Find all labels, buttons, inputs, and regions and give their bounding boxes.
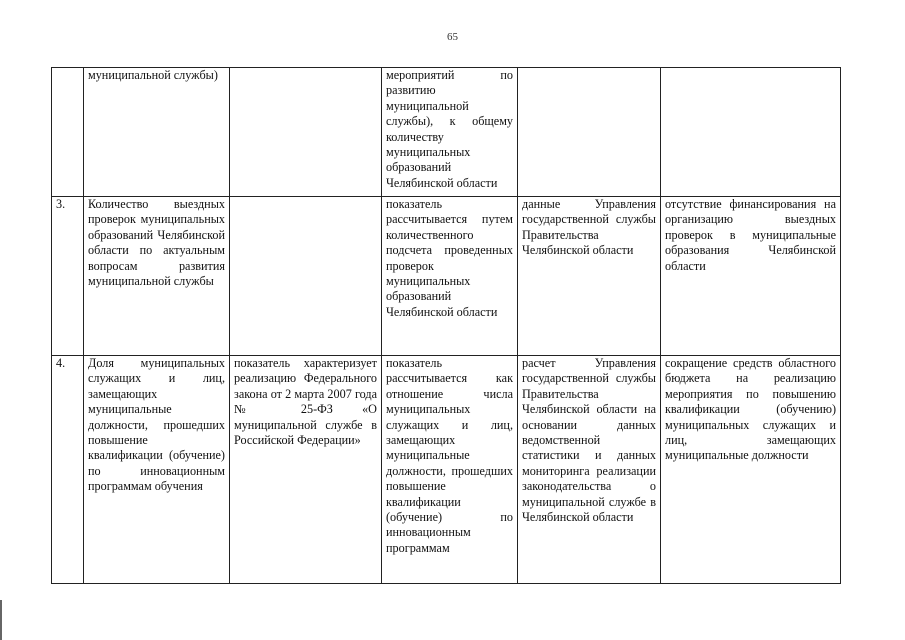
indicator-definition bbox=[230, 68, 382, 197]
page-number: 65 bbox=[447, 31, 458, 43]
indicators-table bbox=[51, 67, 841, 584]
row-number bbox=[52, 68, 84, 197]
data-source: расчет Управления государственной службы Правительства Челябинской области на основании данных ведомственной статистики и данных мониторинга реализации законодательства о муниципальной службе в Челябинской области bbox=[518, 356, 661, 584]
indicator-definition: показатель характеризует реализацию Федерального закона от 2 марта 2007 года № 25-ФЗ «О муниципальной службе в Российской Федерации» bbox=[230, 356, 382, 584]
scan-edge-mark bbox=[0, 600, 2, 640]
indicator-name: Доля муниципальных служащих и лиц, замещающих муниципальные должности, прошедших повышение квалификации (обучение) по инновационным программам обучения bbox=[84, 356, 230, 584]
calculation-method: мероприятий по развитию муниципальной службы), к общему количеству муниципальных образований Челябинской области bbox=[382, 68, 518, 197]
table-row bbox=[52, 197, 841, 356]
indicator-name: муниципальной службы) bbox=[84, 68, 230, 197]
data-source bbox=[518, 68, 661, 197]
row-number: 3. bbox=[52, 197, 84, 356]
calculation-method: показатель рассчитывается путем количественного подсчета проведенных проверок муниципальных образований Челябинской области bbox=[382, 197, 518, 356]
calculation-method: показатель рассчитывается как отношение числа муниципальных служащих и лиц, замещающих муниципальные должности, прошедших повышение квалификации (обучение) по инновационным программам bbox=[382, 356, 518, 584]
influencing-factors: сокращение средств областного бюджета на реализацию мероприятия по повышению квалификации (обучению) муниципальных служащих и лиц, замещающих муниципальные должности bbox=[661, 356, 841, 584]
indicator-name: Количество выездных проверок муниципальных образований Челябинской области по актуальным вопросам развития муниципальной службы bbox=[84, 197, 230, 356]
data-source: данные Управления государственной службы Правительства Челябинской области bbox=[518, 197, 661, 356]
influencing-factors bbox=[661, 68, 841, 197]
table-row bbox=[52, 68, 841, 197]
table-row bbox=[52, 356, 841, 584]
row-number: 4. bbox=[52, 356, 84, 584]
influencing-factors: отсутствие финансирования на организацию выездных проверок в муниципальные образования Челябинской области bbox=[661, 197, 841, 356]
indicator-definition bbox=[230, 197, 382, 356]
